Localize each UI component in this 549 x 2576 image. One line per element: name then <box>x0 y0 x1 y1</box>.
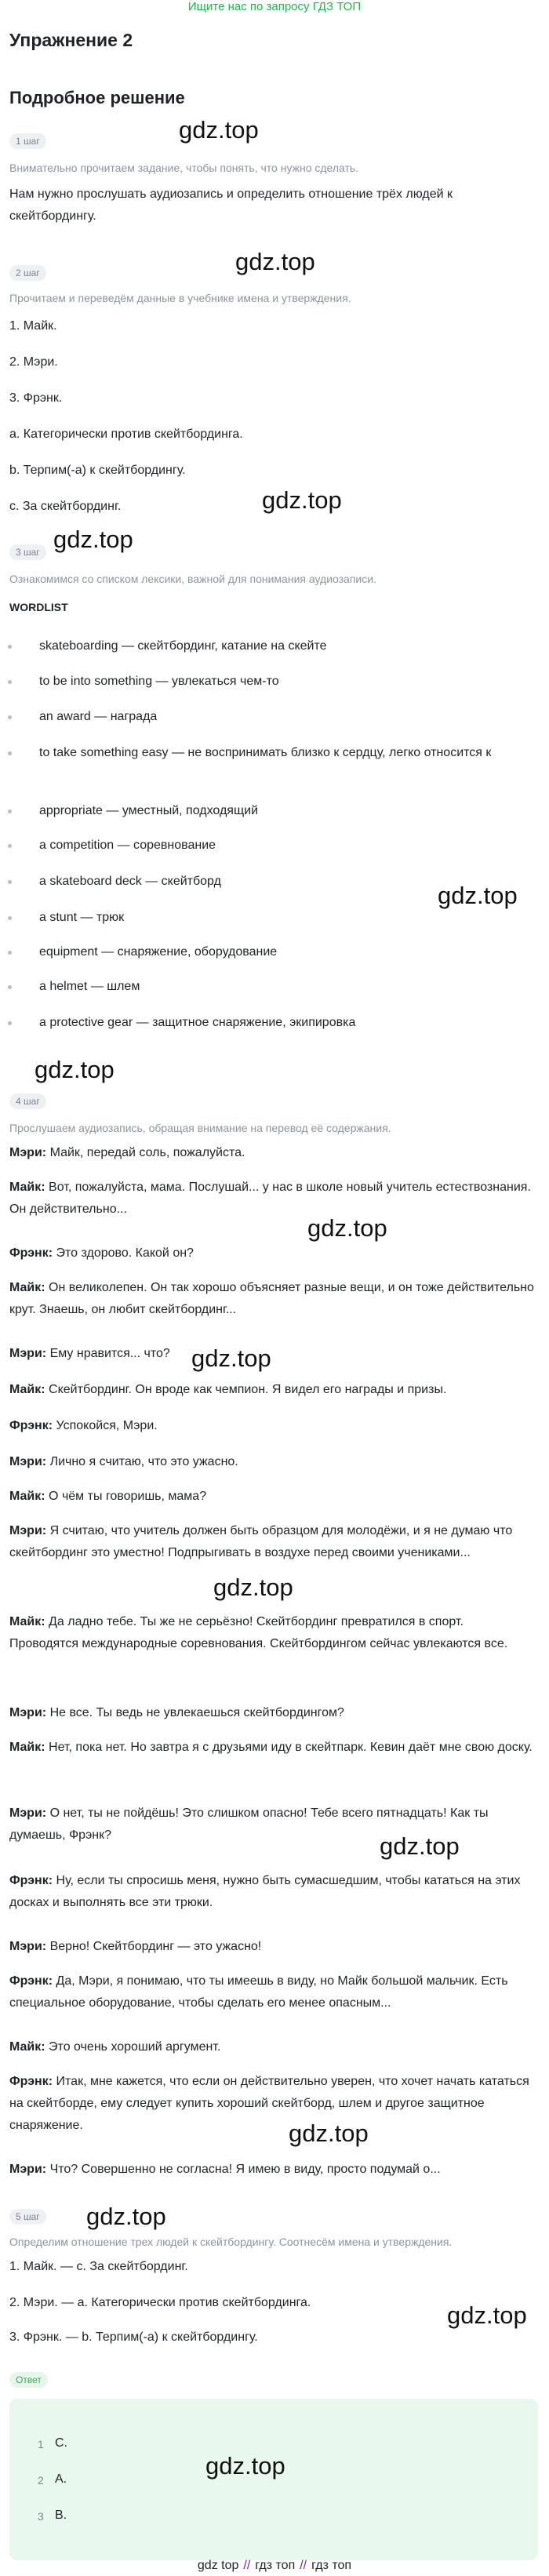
wordlist-item: a protective gear — защитное снаряжение, экипировка <box>39 1012 510 1034</box>
answer-value: A. <box>55 2472 67 2486</box>
dialogue-line: Мэри: Верно! Скейтбординг — это ужасно! <box>9 1940 262 1953</box>
step-description: Ознакомимся со списком лексики, важной для понимания аудиозаписи. <box>9 573 376 585</box>
dialogue-line: Мэри: Ему нравится... что? <box>9 1347 170 1360</box>
watermark: gdz.top <box>191 1344 271 1372</box>
page-title: Упражнение 2 <box>9 30 133 50</box>
match-line: 2. Мэри. — a. Категорически против скейтбординга. <box>9 2296 311 2309</box>
watermark: gdz.top <box>380 1832 460 1860</box>
wordlist-item: appropriate — уместный, подходящий <box>39 800 510 822</box>
dialogue-line: Фрэнк: Это здорово. Какой он? <box>9 1246 194 1260</box>
watermark: gdz.top <box>447 2301 527 2329</box>
footer-link[interactable]: гдз топ <box>311 2559 352 2572</box>
wordlist-item: a stunt — трюк <box>39 907 510 929</box>
dialogue-line: Майк: О чём ты говоришь, мама? <box>9 1490 207 1503</box>
dialogue-line: Майк: Вот, пожалуйста, мама. Послушай... у нас в школе новый учитель естествознания. Он действительно... <box>9 1181 531 1216</box>
match-line: 1. Майк. — c. За скейтбординг. <box>9 2260 188 2273</box>
watermark: gdz.top <box>35 1056 115 1083</box>
watermark: gdz.top <box>438 882 518 909</box>
footer-links <box>0 2559 549 2573</box>
dialogue-line: Мэри: Майк, передай соль, пожалуйста. <box>9 1146 245 1159</box>
answer-value: B. <box>55 2509 67 2522</box>
step-description: Определим отношение трех людей к скейтбордингу. Соотнесём имена и утверждения. <box>9 2236 453 2248</box>
dialogue-line: Мэри: Лично я считаю, что это ужасно. <box>9 1455 238 1468</box>
dialogue-line: Майк: Скейтбординг. Он вроде как чемпион. Я видел его награды и призы. <box>9 1383 447 1396</box>
watermark: gdz.top <box>205 2452 285 2480</box>
wordlist-item: a competition — соревнование <box>39 835 510 857</box>
step-badge: 1 шаг <box>9 133 46 149</box>
dialogue-line: Майк: Нет, пока нет. Но завтра я с друзьями иду в скейтпарк. Кевин даёт мне свою доску. <box>9 1741 533 1754</box>
dialogue-line: Фрэнк: Успокойся, Мэри. <box>9 1419 158 1432</box>
footer-separator: // <box>243 2559 251 2572</box>
statement-line: c. За скейтбординг. <box>9 500 122 513</box>
dialogue-line: Майк: Он великолепен. Он так хорошо объясняет разные вещи, и он тоже действительно крут. Знаешь, он любит скейтбординг... <box>9 1281 534 1316</box>
answer-number: 1 <box>38 2438 44 2450</box>
step-description: Прочитаем и переведём данные в учебнике имена и утверждения. <box>9 292 351 304</box>
footer-link[interactable]: gdz top <box>197 2559 239 2572</box>
watermark: gdz.top <box>53 526 133 553</box>
wordlist-item: a helmet — шлем <box>39 976 510 998</box>
watermark: gdz.top <box>262 486 342 514</box>
watermark: gdz.top <box>86 2203 166 2230</box>
statement-line: 1. Майк. <box>9 319 57 333</box>
statement-line: b. Терпим(-а) к скейтбордингу. <box>9 464 186 477</box>
dialogue-line: Мэри: Что? Совершенно не согласна! Я имею в виду, просто подумай о... <box>9 2163 441 2176</box>
wordlist-item: equipment — снаряжение, оборудование <box>39 941 510 963</box>
dialogue-line: Мэри: О нет, ты не пойдёшь! Это слишком опасно! Тебе всего пятнадцать! Как ты думаешь, Фрэнк? <box>9 1806 489 1842</box>
wordlist-title: WORDLIST <box>9 601 68 613</box>
dialogue-line: Майк: Это очень хороший аргумент. <box>9 2040 221 2054</box>
watermark: gdz.top <box>289 2119 369 2147</box>
answer-badge: Ответ <box>9 2372 48 2388</box>
step-description: Внимательно прочитаем задание, чтобы понять, что нужно сделать. <box>9 162 359 174</box>
wordlist-item: an award — награда <box>39 706 510 728</box>
wordlist-item: to take something easy — не воспринимать близко к сердцу, легко относится к <box>39 742 510 764</box>
footer-link[interactable]: гдз топ <box>255 2559 296 2572</box>
footer-separator: // <box>300 2559 307 2572</box>
step-badge: 5 шаг <box>9 2209 46 2225</box>
answer-number: 2 <box>38 2474 44 2487</box>
step-badge: 2 шаг <box>9 265 46 281</box>
step-description: Прослушаем аудиозапись, обращая внимание на перевод её содержания. <box>9 1122 391 1134</box>
statement-line: a. Категорически против скейтбординга. <box>9 428 243 441</box>
dialogue-line: Мэри: Не все. Ты ведь не увлекаешься скейтбордингом? <box>9 1706 344 1719</box>
wordlist-item: to be into something — увлекаться чем-то <box>39 671 510 693</box>
watermark: gdz.top <box>235 248 315 275</box>
answer-value: C. <box>55 2436 67 2450</box>
dialogue-line: Майк: Да ладно тебе. Ты же не серьёзно! Скейтбординг превратился в спорт. Проводятся международные соревнования. Скейтбордингом сейчас увлекаются все. <box>9 1615 508 1650</box>
watermark: gdz.top <box>213 1574 293 1601</box>
watermark: gdz.top <box>179 116 259 144</box>
statement-line: 3. Фрэнк. <box>9 391 63 405</box>
wordlist-item: skateboarding — скейтбординг, катание на скейте <box>39 635 510 657</box>
match-line: 3. Фрэнк. — b. Терпим(-а) к скейтбордингу. <box>9 2330 258 2344</box>
answer-number: 3 <box>38 2510 44 2523</box>
search-hint-link[interactable]: Ищите нас по запросу ГДЗ ТОП <box>187 0 362 13</box>
step-badge: 3 шаг <box>9 544 46 560</box>
wordlist-item: a skateboard deck — скейтборд <box>39 871 510 893</box>
watermark: gdz.top <box>307 1214 387 1242</box>
dialogue-line: Фрэнк: Итак, мне кажется, что если он действительно уверен, что хочет начать кататься на скейтборде, ему следует купить хороший скейтборд, шлем и другое защитное снаряжение. <box>9 2075 529 2132</box>
dialogue-line: Мэри: Я считаю, что учитель должен быть образцом для молодёжи, и я не думаю что скейтбординг это уместно! Подпрыгивать в воздухе перед своими учениками... <box>9 1524 513 1559</box>
section-title: Подробное решение <box>9 88 185 107</box>
step-badge: 4 шаг <box>9 1093 46 1109</box>
statement-line: 2. Мэри. <box>9 355 58 369</box>
dialogue-line: Фрэнк: Да, Мэри, я понимаю, что ты имеешь в виду, но Майк большой мальчик. Есть специальное оборудование, чтобы сделать его менее опасным... <box>9 1974 508 2010</box>
dialogue-line: Фрэнк: Ну, если ты спросишь меня, нужно быть сумасшедшим, чтобы кататься на этих досках и выполнять все эти трюки. <box>9 1874 521 1909</box>
step-text: Нам нужно прослушать аудиозапись и определить отношение трёх людей к скейтбордингу. <box>9 187 453 223</box>
